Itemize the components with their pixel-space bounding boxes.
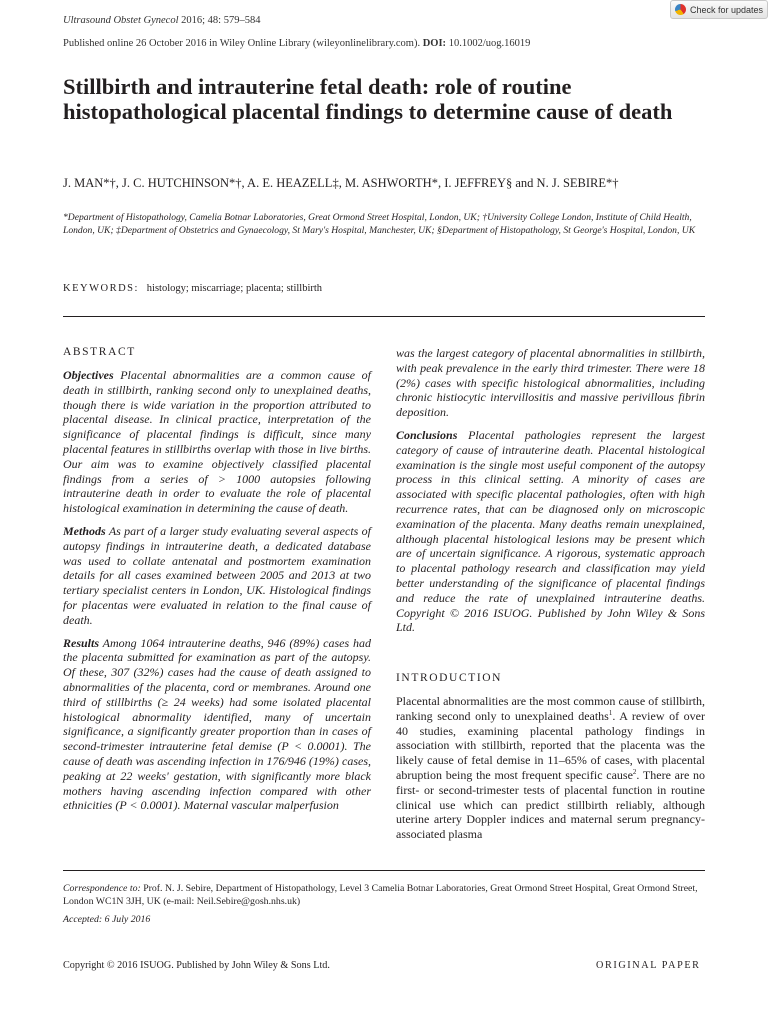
abstract-right-column [396, 346, 705, 643]
abstract-left-column [63, 368, 371, 821]
keywords [63, 283, 322, 294]
check-for-updates-button[interactable] [670, 0, 768, 19]
objectives-text: Placental abnormalities are a common cause of death in stillbirth, ranking second only to unexplained deaths, though there is wide variation in the proportion attributed to placental disease. In clinical practice, interpretation of the significance of placental findings is difficult, since many placental features in stillbirths overlap with those in live births. Our aim was to examine objectively classified placental findings from a series of > 1000 autopsies following intrauterine death in order to evaluate the role of placental histological examination in determining the cause of death. [63, 368, 371, 516]
abstract-conclusions [396, 428, 705, 635]
abstract-results [63, 636, 371, 814]
journal-volume: 2016; 48: 579–584 [181, 15, 261, 26]
check-for-updates-label: Check for updates [690, 4, 764, 15]
conclusions-label: Conclusions [396, 427, 458, 442]
correspondence-label: Correspondence to: [63, 883, 141, 894]
introduction-text [396, 694, 705, 842]
crossmark-icon [675, 4, 686, 15]
journal-name: Ultrasound Obstet Gynecol [63, 15, 179, 26]
abstract-heading: ABSTRACT [63, 346, 136, 358]
methods-text: As part of a larger study evaluating several aspects of autopsy findings in intrauterine death, a dedicated database was used to collate antenatal and postmortem examination details for all cases examined between 2005 and 2013 at two tertiary specialist centers in London, UK. Histological findings for placentas were evaluated in relation to the final cause of death. [63, 523, 371, 627]
intro-text-c: . There are no first- or second-trimester tests of placental function in routine clinical use which can predict stillbirth reliably, although uterine artery Doppler indices and maternal serum pregnancy-associated plasma [396, 767, 705, 842]
reference-1[interactable]: 1 [608, 708, 613, 717]
conclusions-text: Placental pathologies represent the largest category of cause of intrauterine death. Placental histological examination is the single most useful component of the autopsy process in this clinical setting. A minority of cases are associated with specific placental pathologies, often with high recurrence rates, that can be diagnosed only on microscopic examination of the placenta. Many deaths remain unexplained, although placental histological lesions may be present which are of uncertain significance. A rigorous, systematic approach to placental pathology research and classification may yield better understanding of the significance of placental findings and reduce the rate of unexplained intrauterine deaths. Copyright © 2016 ISUOG. Published by John Wiley & Sons Ltd. [396, 427, 705, 635]
results-text: Among 1064 intrauterine deaths, 946 (89%) cases had the placenta submitted for examination as part of the autopsy. Of these, 307 (32%) cases had the cause of death assigned to abnormalities of the placenta, cord or membranes. Around one third of stillbirths (≥ 24 weeks) had some isolated placental histological abnormality identified, many of uncertain significance, a significantly greater proportion than in cases of second-trimester intrauterine fetal demise (P < 0.0001). The cause of death was ascending infection in 176/946 (19%) cases, peaking at 22 weeks' gestation, with significantly more black mothers having ascending infection compared with other ethnicities (P < 0.0001). Maternal vascular malperfusion [63, 635, 371, 813]
keywords-text: histology; miscarriage; placenta; stillbirth [146, 283, 323, 294]
intro-text-a: Placental abnormalities are the most common cause of stillbirth, ranking second only to unexplained deaths [396, 694, 705, 723]
objectives-label: Objectives [63, 368, 114, 382]
abstract-objectives [63, 368, 371, 516]
author-list: J. MAN*†, J. C. HUTCHINSON*†, A. E. HEAZELL‡, M. ASHWORTH*, I. JEFFREY§ and N. J. SEBIRE*† [63, 176, 619, 190]
results-continued: was the largest category of placental abnormalities in stillbirth, with peak prevalence in the early third trimester. There were 18 (2%) cases with specific histological abnormalities, including chronic histiocytic intervillositis and massive perivillous fibrin deposition. [396, 346, 705, 420]
reference-2[interactable]: 2 [632, 767, 637, 776]
correspondence [63, 882, 708, 908]
doi-label: DOI: [422, 38, 447, 49]
published-online: Published online 26 October 2016 in Wiley Online Library (wileyonlinelibrary.com). [63, 38, 421, 49]
article-title: Stillbirth and intrauterine fetal death: role of routine histopathological placental findings to determine cause of death [63, 74, 673, 124]
header-divider [63, 316, 705, 317]
correspondence-text: Prof. N. J. Sebire, Department of Histopathology, Level 3 Camelia Botnar Laboratories, Great Ormond Street Hospital, Great Ormond Street, London WC1N 3JH, UK (e-mail: Neil.Sebire@gosh.nhs.uk) [63, 883, 698, 907]
article-type: ORIGINAL PAPER [596, 960, 701, 971]
journal-citation [63, 13, 260, 28]
publication-line [63, 38, 530, 49]
doi-link[interactable]: 10.1002/uog.16019 [448, 38, 531, 49]
methods-label: Methods [63, 523, 106, 538]
results-label: Results [63, 635, 100, 650]
accepted-date: Accepted: 6 July 2016 [63, 914, 151, 925]
keywords-label: KEYWORDS: [63, 283, 139, 294]
intro-text-b: . A review of over 40 studies, examining placental pathology findings in association with stillbirth, reported that the placenta was the likely cause of fetal demise in 11–65% of cases, with placental abruption being the most frequent specific cause [396, 708, 705, 782]
introduction-heading: INTRODUCTION [396, 672, 503, 684]
abstract-methods [63, 524, 371, 628]
affiliations: *Department of Histopathology, Camelia Botnar Laboratories, Great Ormond Street Hospital, London, UK; †University College London, Institute of Child Health, London, UK; ‡Department of Obstetrics and Gynaecology, St Mary's Hospital, Manchester, UK; §Department of Histopathology, St George's Hospital, London, UK [63, 212, 696, 236]
copyright-notice: Copyright © 2016 ISUOG. Published by John Wiley & Sons Ltd. [63, 960, 330, 971]
footer-divider [63, 870, 705, 871]
